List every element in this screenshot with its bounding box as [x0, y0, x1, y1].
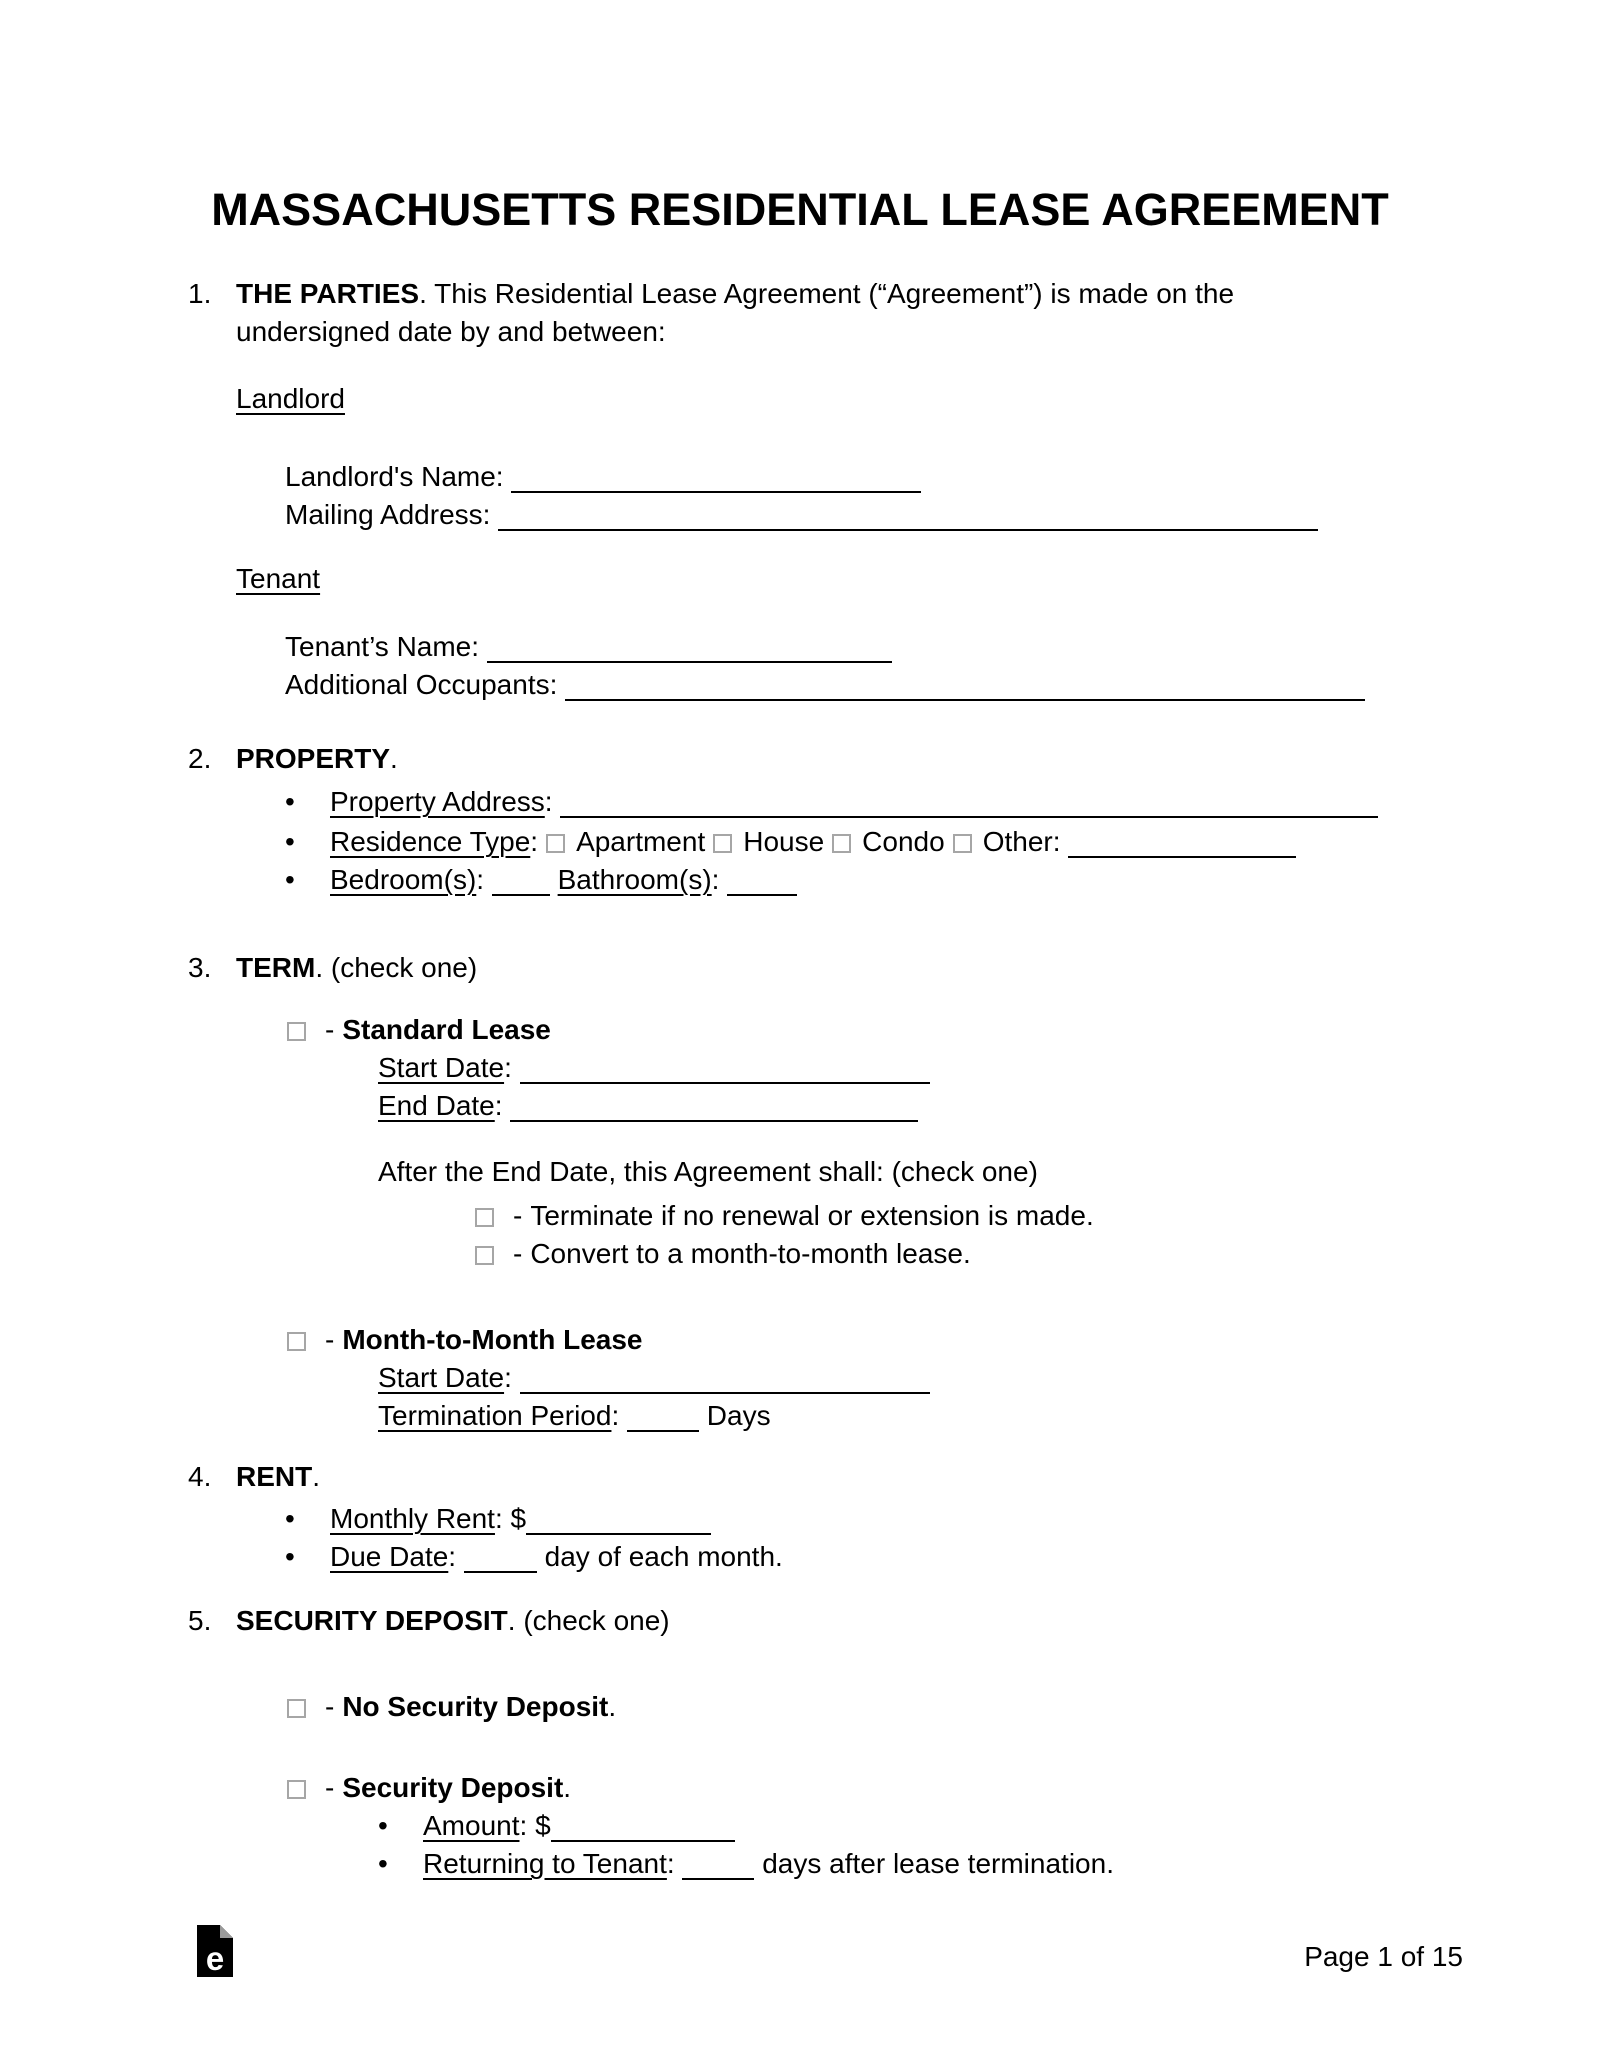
- due-date-label: Due Date: [330, 1541, 449, 1572]
- section-1-body-line2: undersigned date by and between:: [236, 316, 666, 347]
- section-5-heading-line: [236, 1602, 670, 1640]
- residence-type-row: • Residence Type: Apartment House Condo Other:: [285, 823, 1296, 861]
- standard-lease-row: - Standard Lease: [287, 1011, 551, 1049]
- section-1-heading: THE PARTIES: [236, 278, 420, 309]
- section-5-heading: SECURITY DEPOSIT: [236, 1605, 508, 1636]
- start-date-label: Start Date: [378, 1052, 505, 1083]
- convert-checkbox[interactable]: [475, 1246, 494, 1265]
- landlord-name-row: Landlord's Name:: [285, 458, 921, 496]
- section-4-number: 4.: [188, 1461, 212, 1492]
- other-checkbox[interactable]: [953, 834, 972, 853]
- security-deposit-row: - Security Deposit.: [287, 1769, 571, 1807]
- landlord-name-field[interactable]: [511, 490, 921, 493]
- property-address-label: Property Address: [330, 786, 545, 817]
- bathrooms-label: Bathroom(s): [557, 864, 712, 895]
- terminate-option-label: Terminate if no renewal or extension is made.: [530, 1200, 1094, 1231]
- no-security-deposit-row: - No Security Deposit.: [287, 1688, 616, 1726]
- deposit-amount-row: • Amount: $: [378, 1807, 735, 1845]
- due-date-row: • Due Date: day of each month.: [285, 1538, 783, 1576]
- house-checkbox[interactable]: [713, 834, 732, 853]
- section-4-heading-line: RENT.: [236, 1461, 321, 1492]
- mailing-address-row: Mailing Address:: [285, 496, 1318, 534]
- page-number: Page 1 of 15: [1304, 1941, 1463, 1972]
- monthly-rent-row: • Monthly Rent: $: [285, 1500, 711, 1538]
- additional-occupants-row: Additional Occupants:: [285, 666, 1365, 704]
- returning-label: Returning to Tenant: [423, 1848, 667, 1879]
- returning-row: • Returning to Tenant: days after lease termination.: [378, 1845, 1114, 1883]
- m2m-start-date-row: Start Date:: [378, 1359, 930, 1397]
- mailing-address-field[interactable]: [498, 528, 1318, 531]
- bedrooms-label: Bedroom(s): [330, 864, 477, 895]
- section-2-heading-line: PROPERTY.: [236, 743, 398, 774]
- termination-period-label: Termination Period: [378, 1400, 612, 1431]
- apartment-option-label: Apartment: [576, 826, 706, 857]
- mailing-address-label: Mailing Address: [285, 499, 483, 530]
- section-1-heading-line: [236, 275, 1234, 313]
- bullet-icon: •: [285, 1503, 295, 1534]
- condo-option-label: Condo: [862, 826, 945, 857]
- bedrooms-bathrooms-row: • Bedroom(s): Bathroom(s):: [285, 861, 797, 899]
- other-residence-field[interactable]: [1068, 855, 1296, 858]
- section-3-heading-suffix: . (check one): [315, 952, 478, 983]
- property-address-field[interactable]: [560, 815, 1378, 818]
- section-3-heading: TERM: [236, 952, 316, 983]
- section-2-number: 2.: [188, 743, 212, 774]
- monthly-rent-field[interactable]: [526, 1532, 711, 1535]
- convert-option-label: Convert to a month-to-month lease.: [530, 1238, 971, 1269]
- other-option-label: Other: [982, 826, 1053, 857]
- bullet-icon: •: [285, 1541, 295, 1572]
- bedrooms-field[interactable]: [492, 893, 550, 896]
- standard-lease-label: Standard Lease: [342, 1014, 551, 1045]
- landlord-heading: Landlord: [236, 383, 345, 414]
- residence-type-label: Residence Type: [330, 826, 531, 857]
- start-date-label: Start Date: [378, 1362, 505, 1393]
- logo-letter: e: [205, 1940, 225, 1977]
- security-deposit-label: Security Deposit: [342, 1772, 564, 1803]
- folded-corner-icon: [220, 1925, 233, 1938]
- tenant-heading: Tenant: [236, 563, 321, 594]
- month-to-month-checkbox[interactable]: [287, 1332, 306, 1351]
- section-5-number: 5.: [188, 1605, 212, 1636]
- monthly-rent-label: Monthly Rent: [330, 1503, 495, 1534]
- month-to-month-row: - Month-to-Month Lease: [287, 1321, 643, 1359]
- no-security-deposit-label: No Security Deposit: [342, 1691, 609, 1722]
- standard-lease-checkbox[interactable]: [287, 1022, 306, 1041]
- m2m-start-date-field[interactable]: [520, 1391, 930, 1394]
- bullet-icon: •: [285, 826, 295, 857]
- terminate-checkbox[interactable]: [475, 1208, 494, 1227]
- no-security-deposit-checkbox[interactable]: [287, 1699, 306, 1718]
- end-date-label: End Date: [378, 1090, 495, 1121]
- due-date-suffix: day of each month.: [544, 1541, 783, 1572]
- page-title: MASSACHUSETTS RESIDENTIAL LEASE AGREEMENT: [211, 184, 1389, 235]
- termination-period-row: Termination Period: Days: [378, 1400, 771, 1431]
- tenant-name-row: Tenant’s Name:: [285, 628, 892, 666]
- bullet-icon: •: [285, 786, 295, 817]
- property-address-row: • Property Address:: [285, 783, 1378, 821]
- standard-start-date-field[interactable]: [520, 1081, 930, 1084]
- condo-checkbox[interactable]: [832, 834, 851, 853]
- standard-end-date-row: End Date:: [378, 1087, 918, 1125]
- standard-end-date-field[interactable]: [510, 1119, 918, 1122]
- security-deposit-checkbox[interactable]: [287, 1780, 306, 1799]
- tenant-name-field[interactable]: [487, 660, 892, 663]
- bullet-icon: •: [378, 1848, 388, 1879]
- due-date-field[interactable]: [464, 1570, 537, 1573]
- tenant-name-label: Tenant’s Name: [285, 631, 472, 662]
- bullet-icon: •: [378, 1810, 388, 1841]
- apartment-checkbox[interactable]: [546, 834, 565, 853]
- section-1-number: 1.: [188, 278, 212, 309]
- house-option-label: House: [743, 826, 825, 857]
- terminate-option-row: - Terminate if no renewal or extension is made.: [475, 1197, 1094, 1235]
- days-suffix: Days: [706, 1400, 771, 1431]
- landlord-name-label: Landlord's Name: [285, 461, 496, 492]
- section-2-heading: PROPERTY: [236, 743, 391, 774]
- month-to-month-label: Month-to-Month Lease: [342, 1324, 643, 1355]
- dollar-sign: $: [535, 1810, 551, 1841]
- eforms-logo: [197, 1925, 233, 1977]
- section-3-heading-line: [236, 949, 477, 987]
- returning-suffix: days after lease termination.: [762, 1848, 1114, 1879]
- additional-occupants-field[interactable]: [565, 698, 1365, 701]
- returning-days-field[interactable]: [682, 1877, 754, 1880]
- section-4-heading: RENT: [236, 1461, 313, 1492]
- section-1-body-line1: . This Residential Lease Agreement (“Agreement”) is made on the: [419, 278, 1235, 309]
- after-end-date-text: After the End Date, this Agreement shall: (check one): [378, 1156, 1038, 1187]
- section-5-heading-suffix: . (check one): [507, 1605, 670, 1636]
- convert-option-row: - Convert to a month-to-month lease.: [475, 1235, 971, 1273]
- termination-period-field[interactable]: [627, 1429, 699, 1432]
- standard-start-date-row: Start Date:: [378, 1049, 930, 1087]
- additional-occupants-label: Additional Occupants: [285, 669, 550, 700]
- deposit-amount-field[interactable]: [551, 1839, 735, 1842]
- section-3-number: 3.: [188, 952, 212, 983]
- bathrooms-field[interactable]: [727, 893, 797, 896]
- amount-label: Amount: [423, 1810, 520, 1841]
- bullet-icon: •: [285, 864, 295, 895]
- dollar-sign: $: [510, 1503, 527, 1534]
